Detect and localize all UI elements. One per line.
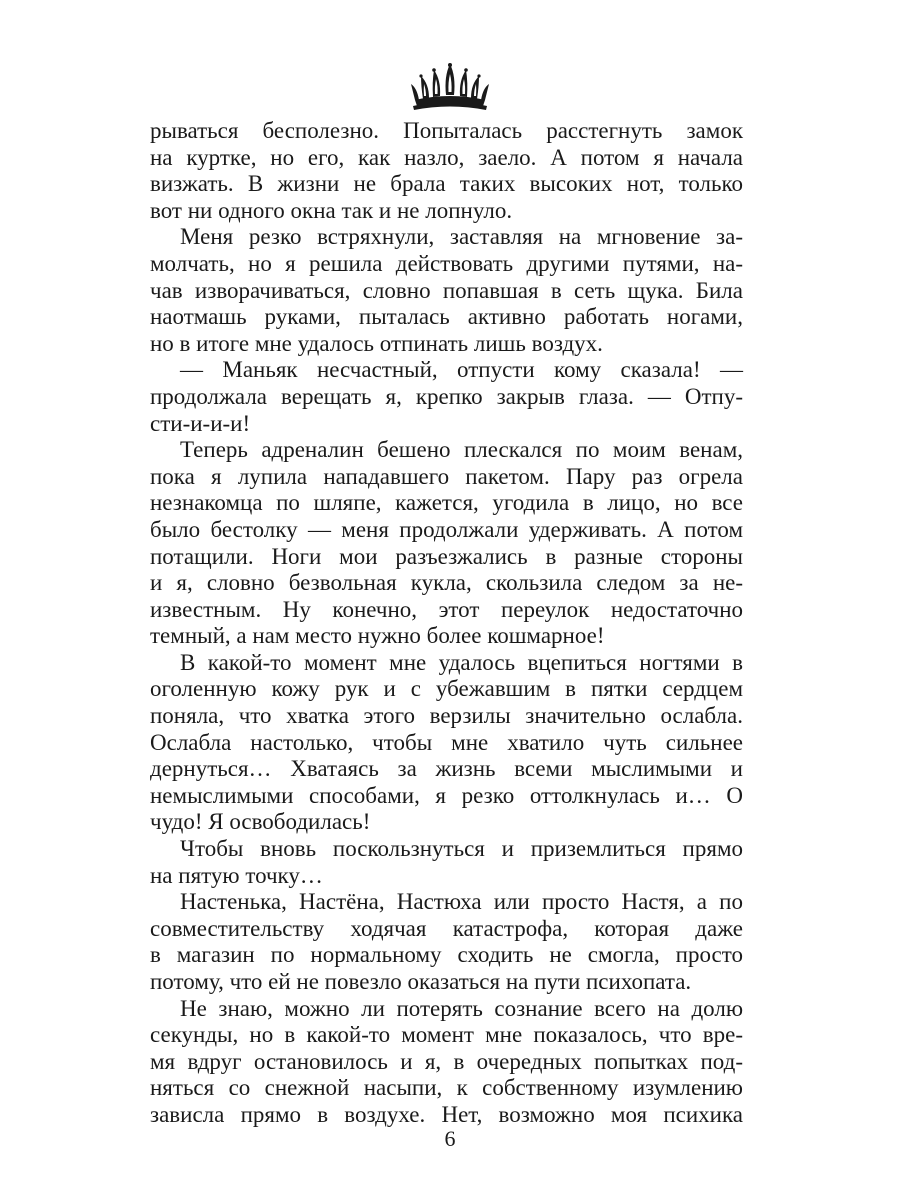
text-line: на пятую точку… [150,862,323,888]
text-line: потому, что ей не повезло оказаться на пути психопата. [150,969,692,994]
text-line: чав изворачиваться, словно попавшая в сеть щука. Била [150,277,743,303]
text-line: продолжала верещать я, крепко закрыв глаза. — Отпу- [150,383,743,409]
paragraph [150,118,743,224]
text-line: но в итоге мне удалось отпинать лишь воздух. [150,330,603,356]
text-line: секунды, но в какой-то момент мне показалось, что вре- [150,1022,743,1048]
text-line: чудо! Я освободилась! [150,809,371,835]
text-line: известным. Ну конечно, этот переулок недостаточно [150,596,743,622]
text-line: Меня резко встряхнули, заставляя на мгновение за- [180,224,743,250]
paragraph [150,996,743,1129]
text-line: визжать. В жизни не брала таких высоких нот, только [150,171,743,197]
text-line: Ослабла настолько, чтобы мне хватило чуть сильнее [150,729,743,755]
text-line: Настенька, Настёна, Настюха или просто Настя, а по [180,889,743,915]
text-line: дернуться… Хватаясь за жизнь всеми мыслимыми и [150,756,743,782]
paragraph [150,357,743,437]
paragraph [150,836,743,889]
text-line: на куртке, но его, как назло, заело. А потом я начала [150,144,743,170]
text-line: Чтобы вновь поскользнуться и приземлиться прямо [180,836,743,862]
text-line: и я, словно безвольная кукла, скользила следом за не- [150,570,743,596]
text-line: мя вдруг остановилось и я, в очередных попытках под- [150,1048,743,1074]
text-line: вот ни одного окна так и не лопнуло. [150,197,513,223]
text-line: поняла, что хватка этого верзилы значительно ослабла. [150,703,743,729]
text-line: Теперь адреналин бешено плескался по моим венам, [180,437,743,463]
text-line: немыслимыми способами, я резко оттолкнулась и… О [150,782,743,808]
body-text [150,118,743,1129]
paragraph [150,889,743,995]
text-line: рываться бесполезно. Попыталась расстегнуть замок [150,118,743,143]
text-line: наотмашь руками, пыталась активно работать ногами, [150,304,743,330]
paragraph [150,650,743,836]
text-line: — Маньяк несчастный, отпусти кому сказала! — [180,357,743,383]
text-line: было бестолку — меня продолжали удерживать. А потом [150,516,743,542]
text-line: няться со снежной насыпи, к собственному изумлению [150,1075,743,1101]
text-line: пока я лупила нападавшего пакетом. Пару раз огрела [150,463,743,489]
crown-ornament-icon [407,62,493,112]
text-line: совместительству ходячая катастрофа, которая даже [150,915,743,941]
text-line: зависла прямо в воздухе. Нет, возможно моя психика [150,1101,743,1127]
paragraph [150,224,743,357]
text-line: оголенную кожу рук и с убежавшим в пятки сердцем [150,676,743,702]
page-number: 6 [444,1126,456,1151]
text-line: потащили. Ноги мои разъезжались в разные стороны [150,543,743,569]
text-line: темный, а нам место нужно более кошмарное! [150,623,605,649]
text-line: незнакомца по шляпе, кажется, угодила в лицо, но все [150,490,743,516]
text-line: сти-и-и-и! [150,410,251,436]
text-line: в магазин по нормальному сходить не смогла, просто [150,942,743,968]
text-line: молчать, но я решила действовать другими путями, на- [150,250,743,276]
text-line: Не знаю, можно ли потерять сознание всего на долю [180,995,743,1021]
paragraph [150,437,743,650]
text-line: В какой-то момент мне удалось вцепиться ногтями в [180,649,743,675]
